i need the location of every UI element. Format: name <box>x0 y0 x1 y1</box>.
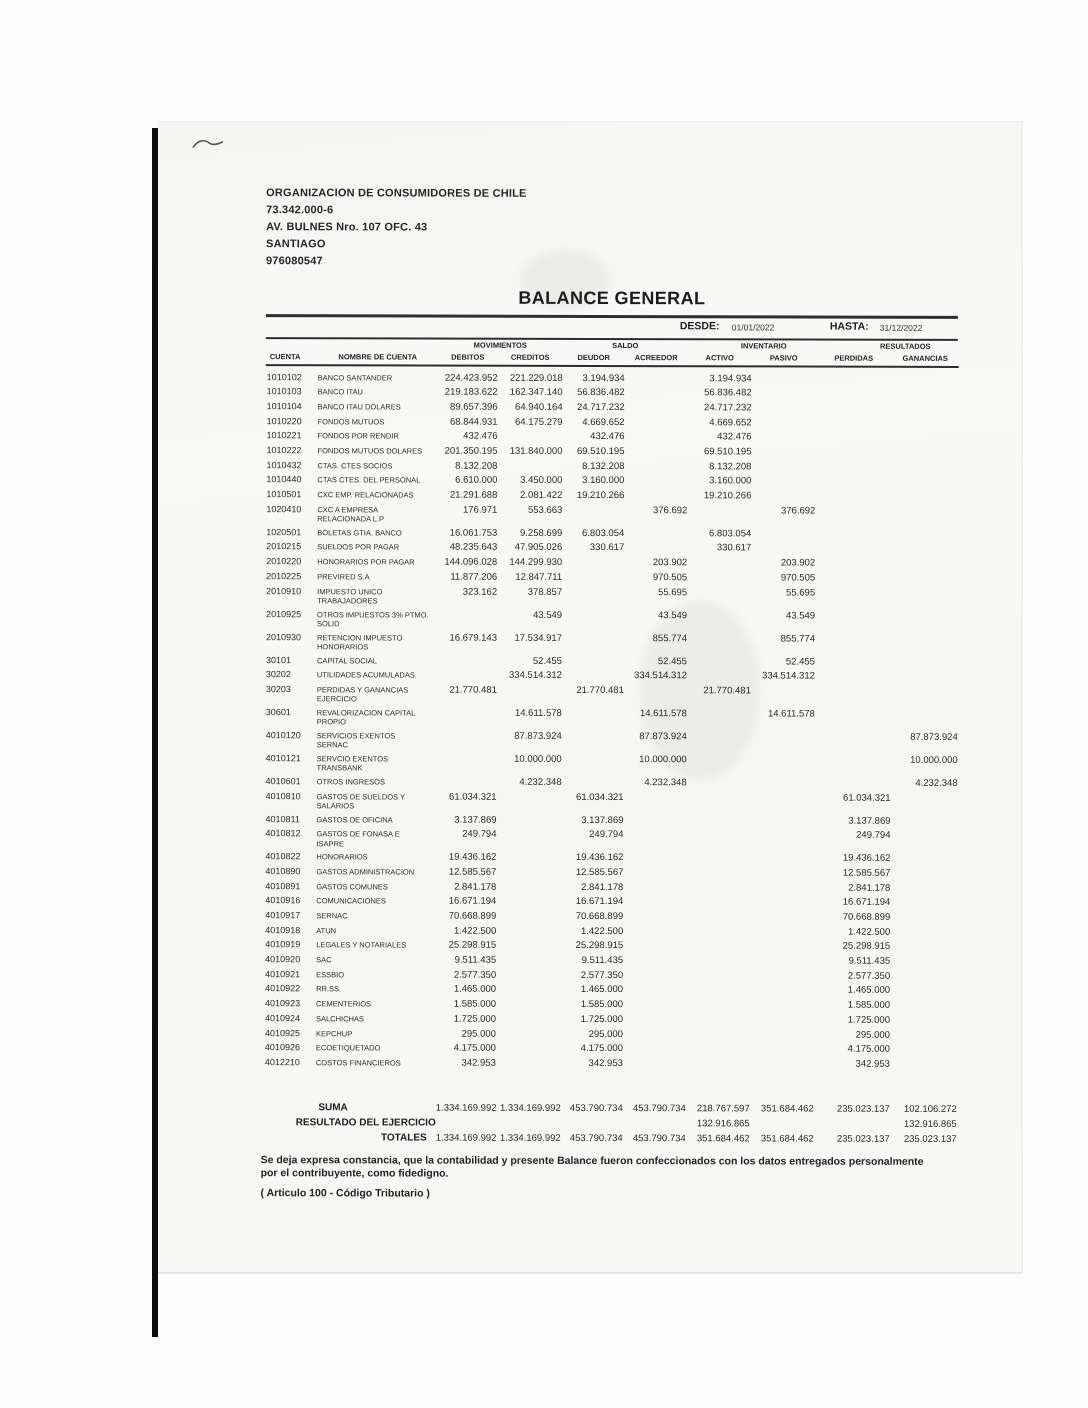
cell-acreedor: 55.695 <box>658 586 688 598</box>
cell-pasivo: 52.455 <box>785 656 815 668</box>
cell-cuenta: 1010221 <box>266 430 302 441</box>
column-header-creditos: CREDITOS <box>510 352 550 362</box>
table-row <box>265 728 958 753</box>
cell-acreedor: 203.902 <box>652 557 688 569</box>
table-row <box>265 584 958 609</box>
cell-deudor: 1.725.000 <box>580 1013 624 1025</box>
company-rut: 73.342.000-6 <box>266 204 334 217</box>
cell-acreedor: 970.505 <box>652 571 688 584</box>
column-header-nombre: NOMBRE DE CUENTA <box>338 352 418 362</box>
cell-cuenta: 4010924 <box>264 1012 301 1024</box>
cell-cuenta: 1010440 <box>266 474 302 485</box>
cell-perdidas: 249.794 <box>856 829 891 842</box>
cell-debitos: 201.350.195 <box>444 445 498 457</box>
cell-cuenta: 30202 <box>265 669 291 680</box>
cell-deudor: 342.953 <box>588 1057 623 1069</box>
cell-debitos: 224.423.952 <box>444 372 498 384</box>
table-row <box>265 789 958 814</box>
cell-creditos: 131.840.000 <box>509 445 563 457</box>
company-phone: 976080547 <box>265 255 323 268</box>
cell-debitos: 1.422.500 <box>453 925 497 937</box>
table-row <box>265 502 958 527</box>
cell-debitos: 21.770.481 <box>449 684 497 696</box>
cell-nombre: REVALORIZACION CAPITAL PROPIO <box>316 708 416 727</box>
column-header-cuenta: CUENTA <box>269 352 301 362</box>
cell-debitos: 89.657.396 <box>450 401 498 413</box>
cell-debitos: 12.585.567 <box>448 866 497 878</box>
cell-debitos: 323.162 <box>462 586 498 598</box>
cell-acreedor: 376.692 <box>652 504 688 517</box>
cell-debitos: 61.034.321 <box>449 791 497 803</box>
cell-creditos: 10.000.000 <box>514 753 562 765</box>
cell-deudor: 432.476 <box>590 431 625 443</box>
cell-deudor: 3.160.000 <box>582 475 625 487</box>
cell-debitos: 2.841.178 <box>454 881 497 893</box>
cell-deudor: 3.137.869 <box>581 814 624 826</box>
cell-perdidas: 25.298.915 <box>842 941 891 953</box>
cell-perdidas: 70.668.899 <box>842 911 891 923</box>
cell-activo: 8.132.208 <box>709 461 752 473</box>
table-row <box>264 1055 957 1072</box>
cell-pasivo: 855.774 <box>780 633 816 645</box>
cell-cuenta: 4012210 <box>264 1057 300 1068</box>
cell-debitos: 219.183.622 <box>444 386 498 399</box>
total-ganancias: 132.916.865 <box>903 1118 957 1130</box>
cell-debitos: 4.175.000 <box>453 1042 496 1054</box>
cell-perdidas: 12.585.567 <box>842 867 891 879</box>
cell-debitos: 16.671.194 <box>448 895 497 908</box>
cell-debitos: 432.476 <box>463 430 498 443</box>
cell-creditos: 334.514.312 <box>509 669 562 682</box>
cell-cuenta: 4010811 <box>265 813 300 824</box>
cell-cuenta: 2010225 <box>266 570 302 582</box>
cell-deudor: 2.841.178 <box>581 881 624 893</box>
table-row <box>265 630 958 655</box>
cell-deudor: 16.671.194 <box>575 896 624 908</box>
cell-cuenta: 1010220 <box>266 415 302 426</box>
cell-acreedor: 10.000.000 <box>639 754 687 766</box>
cell-pasivo: 203.902 <box>780 557 816 569</box>
cell-nombre: PREVIRED S.A <box>317 572 370 582</box>
cell-nombre: GASTOS DE FONASA E ISAPRE <box>316 829 400 849</box>
cell-cuenta: 4010920 <box>265 954 301 965</box>
cell-cuenta: 4010822 <box>265 851 301 862</box>
totals-section <box>264 1100 957 1147</box>
cell-pasivo: 14.611.578 <box>767 708 815 720</box>
cell-deudor: 19.436.162 <box>575 852 624 864</box>
balance-table <box>264 340 959 1147</box>
cell-creditos: 9.258.699 <box>519 527 563 539</box>
cell-debitos: 9.511.435 <box>454 954 497 966</box>
total-label: TOTALES <box>380 1131 427 1144</box>
cell-debitos: 1.725.000 <box>453 1013 497 1025</box>
cell-perdidas: 4.175.000 <box>847 1043 890 1055</box>
cell-nombre: KEPCHUP <box>315 1028 353 1038</box>
cell-cuenta: 4010812 <box>265 828 301 839</box>
cell-nombre: COSTOS FINANCIEROS <box>315 1058 401 1068</box>
cell-cuenta: 4010917 <box>265 910 301 921</box>
cell-nombre: GASTOS COMUNES <box>316 881 388 892</box>
rule-under-title <box>266 314 958 319</box>
cell-pasivo: 334.514.312 <box>762 670 815 682</box>
cell-pasivo: 376.692 <box>780 505 816 517</box>
cell-ganancias: 87.873.924 <box>910 731 958 743</box>
total-debitos: 1.334.169.992 <box>435 1132 497 1144</box>
cell-nombre: CEMENTERIOS <box>316 999 372 1009</box>
cell-creditos: 64.175.279 <box>515 416 563 428</box>
cell-cuenta: 1010103 <box>266 386 302 397</box>
cell-creditos: 3.450.000 <box>520 475 563 487</box>
cell-deudor: 70.668.899 <box>575 910 624 923</box>
cell-deudor: 330.617 <box>589 542 625 554</box>
total-label: SUMA <box>318 1101 348 1113</box>
cell-deudor: 1.585.000 <box>580 999 624 1011</box>
cell-cuenta: 4010922 <box>265 983 301 994</box>
group-header-resultados: RESULTADOS <box>879 341 931 351</box>
cell-cuenta: 30203 <box>265 684 291 695</box>
cell-cuenta: 4010919 <box>265 939 301 950</box>
footer-note-block <box>261 1154 939 1202</box>
cell-deudor: 69.510.195 <box>576 445 625 458</box>
page-title: BALANCE GENERAL <box>518 287 706 309</box>
cell-debitos: 342.953 <box>461 1057 496 1069</box>
cell-debitos: 1.465.000 <box>453 984 497 996</box>
cell-activo: 19.210.266 <box>703 490 752 502</box>
cell-deudor: 1.465.000 <box>580 984 624 996</box>
cell-creditos: 221.229.018 <box>509 372 563 384</box>
total-pasivo: 351.684.462 <box>760 1132 814 1145</box>
cell-nombre: IMPUESTO UNICO TRABAJADORES <box>317 586 383 606</box>
cell-nombre: PERDIDAS Y GANANCIAS EJERCICIO <box>316 685 409 704</box>
cell-pasivo: 43.549 <box>785 610 816 622</box>
cell-deudor: 2.577.350 <box>580 969 624 981</box>
cell-perdidas: 1.465.000 <box>847 985 891 997</box>
cell-deudor: 56.836.482 <box>577 387 625 399</box>
cell-activo: 330.617 <box>716 542 752 554</box>
footer-article: ( Articulo 100 - Código Tributario ) <box>260 1187 430 1200</box>
cell-deudor: 21.770.481 <box>576 684 624 696</box>
cell-debitos: 16.679.143 <box>449 632 498 644</box>
cell-activo: 4.669.652 <box>709 416 752 429</box>
cell-acreedor: 43.549 <box>657 609 688 621</box>
cell-cuenta: 2010925 <box>266 608 302 619</box>
cell-activo: 3.160.000 <box>709 475 752 487</box>
cell-nombre: ATUN <box>316 925 337 936</box>
cell-nombre: SAC <box>316 955 332 965</box>
cell-creditos: 2.081.422 <box>520 489 563 501</box>
column-header-deudor: DEUDOR <box>577 352 611 363</box>
cell-activo: 3.194.934 <box>709 372 752 384</box>
column-group-header-row <box>266 340 959 353</box>
cell-acreedor: 4.232.348 <box>644 777 687 789</box>
cell-perdidas: 1.585.000 <box>847 999 891 1011</box>
cell-deudor: 249.794 <box>589 829 624 841</box>
group-header-saldo: SALDO <box>612 341 639 351</box>
cell-nombre: HONORARIOS <box>316 852 368 862</box>
cell-cuenta: 2010215 <box>266 541 302 552</box>
table-row <box>265 751 958 776</box>
letterhead <box>266 185 527 271</box>
total-ganancias: 102.106.272 <box>903 1103 957 1115</box>
cell-creditos: 52.455 <box>532 655 562 667</box>
cell-nombre: CTAS CTES. DEL PERSONAL <box>317 475 421 485</box>
total-acreedor: 453.790.734 <box>632 1132 686 1144</box>
cell-nombre: HONORARIOS POR PAGAR <box>317 557 415 567</box>
cell-debitos: 6.610.000 <box>455 475 498 487</box>
cell-deudor: 3.194.934 <box>582 372 625 384</box>
cell-creditos: 64.940.164 <box>515 401 563 413</box>
hasta-label: HASTA: <box>829 320 869 333</box>
cell-cuenta: 4010921 <box>265 968 301 979</box>
cell-perdidas: 61.034.321 <box>843 792 891 804</box>
cell-creditos: 43.549 <box>532 609 563 621</box>
cell-perdidas: 1.422.500 <box>847 926 891 938</box>
cell-creditos: 378.857 <box>527 586 563 598</box>
cell-cuenta: 1010222 <box>266 445 302 456</box>
cell-perdidas: 19.436.162 <box>842 852 891 865</box>
cell-perdidas: 16.671.194 <box>842 896 891 909</box>
cell-nombre: BANCO SANTANDER <box>317 372 393 383</box>
cell-debitos: 19.436.162 <box>448 851 497 864</box>
company-address: AV. BULNES Nro. 107 OFC. 43 <box>266 221 428 234</box>
cell-acreedor: 855.774 <box>652 632 688 644</box>
cell-nombre: OTROS IMPUESTOS 3% PTMO. SOLID <box>317 609 429 629</box>
cell-nombre: GASTOS ADMINISTRACION <box>316 867 415 877</box>
cell-deudor: 19.210.266 <box>576 490 625 502</box>
desde-value: 01/01/2022 <box>731 322 775 333</box>
cell-nombre: GASTOS DE OFICINA <box>316 814 393 825</box>
cell-cuenta: 4010120 <box>265 730 301 741</box>
cell-activo: 21.770.481 <box>703 685 751 697</box>
total-creditos: 1.334.169.992 <box>499 1102 561 1114</box>
column-header-ganancias: GANANCIAS <box>902 353 948 363</box>
cell-nombre: ECOETIQUETADO <box>315 1043 381 1053</box>
cell-debitos: 48.235.643 <box>449 542 498 554</box>
cell-creditos: 47.905.026 <box>514 542 563 554</box>
total-row <box>264 1130 957 1147</box>
cell-debitos: 295.000 <box>461 1028 496 1040</box>
cell-debitos: 68.844.931 <box>450 416 498 428</box>
column-header-activo: ACTIVO <box>705 353 734 363</box>
cell-cuenta: 4010810 <box>265 790 301 801</box>
cell-nombre: SERVCIO EXENTOS TRANSBANK <box>316 754 389 773</box>
total-activo: 132.916.865 <box>696 1117 750 1129</box>
cell-deudor: 24.717.232 <box>577 401 625 414</box>
cell-cuenta: 1010432 <box>266 459 302 470</box>
cell-deudor: 6.803.054 <box>581 527 625 539</box>
table-row <box>265 682 958 707</box>
cell-deudor: 1.422.500 <box>580 925 624 937</box>
cell-creditos: 17.534.917 <box>514 632 563 644</box>
cell-perdidas: 342.953 <box>855 1058 890 1070</box>
cell-cuenta: 1020410 <box>266 503 302 514</box>
cell-deudor: 4.669.652 <box>582 416 625 428</box>
cell-nombre: FONDOS POR RENDIR <box>317 431 399 441</box>
cell-nombre: FONDOS MUTUOS <box>317 416 385 427</box>
cell-debitos: 1.585.000 <box>453 998 497 1010</box>
cell-activo: 432.476 <box>717 431 752 443</box>
cell-nombre: SUELDOS POR PAGAR <box>317 542 400 552</box>
cell-nombre: CTAS. CTES SOCIOS <box>317 460 393 471</box>
cell-cuenta: 4010918 <box>265 924 301 935</box>
cell-cuenta: 1010102 <box>266 371 302 382</box>
cell-nombre: BOLETAS GTIA. BANCO <box>317 528 402 538</box>
cell-debitos: 8.132.208 <box>455 460 498 472</box>
column-header-row <box>266 352 959 366</box>
column-header-acreedor: ACREEDOR <box>634 353 678 363</box>
cell-cuenta: 4010923 <box>265 998 301 1009</box>
total-acreedor: 453.790.734 <box>632 1102 686 1114</box>
desde-label: DESDE: <box>679 320 720 333</box>
cell-cuenta: 30101 <box>265 654 291 665</box>
cell-deudor: 25.298.915 <box>575 940 624 952</box>
cell-cuenta: 4010890 <box>265 866 301 877</box>
cell-nombre: CXC A EMPRESA RELACIONADA L.P <box>317 505 385 524</box>
table-rows <box>264 370 959 1072</box>
cell-cuenta: 4010916 <box>265 895 301 906</box>
column-header-perdidas: PERDIDAS <box>834 353 874 363</box>
cell-creditos: 162.347.140 <box>509 387 563 399</box>
cell-debitos: 16.061.753 <box>449 527 498 539</box>
cell-cuenta: 4010601 <box>265 776 301 787</box>
total-pasivo: 351.684.462 <box>760 1102 814 1115</box>
cell-nombre: BANCO ITAU <box>317 387 363 397</box>
cell-creditos: 144.299.930 <box>509 556 563 569</box>
hasta-value: 31/12/2022 <box>879 322 923 333</box>
cell-cuenta: 1010501 <box>266 489 302 500</box>
cell-perdidas: 1.725.000 <box>847 1014 891 1026</box>
cell-nombre: UTILIDADES ACUMULADAS <box>316 670 415 680</box>
cell-nombre: SALCHICHAS <box>315 1014 364 1024</box>
table-row <box>264 827 957 852</box>
cell-cuenta: 1020501 <box>266 526 302 537</box>
group-header-movimientos: MOVIMIENTOS <box>473 340 527 350</box>
group-header-inventario: INVENTARIO <box>740 341 787 351</box>
cell-creditos: 87.873.924 <box>514 730 562 742</box>
total-perdidas: 235.023.137 <box>836 1103 890 1115</box>
total-activo: 351.684.462 <box>696 1132 750 1144</box>
cell-perdidas: 295.000 <box>855 1029 890 1041</box>
cell-debitos: 21.291.688 <box>449 489 498 501</box>
total-creditos: 1.334.169.992 <box>499 1132 561 1144</box>
company-name: ORGANIZACION DE CONSUMIDORES DE CHILE <box>266 187 527 200</box>
cell-pasivo: 970.505 <box>780 572 816 584</box>
cell-nombre: RETENCION IMPUESTO HONORARIOS <box>316 632 403 652</box>
cell-perdidas: 3.137.869 <box>848 815 891 827</box>
table-row <box>265 607 958 632</box>
cell-creditos: 553.663 <box>527 504 563 516</box>
cell-nombre: RR.SS. <box>316 984 342 994</box>
cell-creditos: 14.611.578 <box>514 707 562 719</box>
cell-cuenta: 1010104 <box>266 401 302 412</box>
cell-nombre: ESSBIO <box>316 970 345 980</box>
total-debitos: 1.334.169.992 <box>435 1102 497 1114</box>
cell-debitos: 11.877.206 <box>450 571 498 583</box>
cell-deudor: 61.034.321 <box>576 791 624 803</box>
cell-cuenta: 2010220 <box>266 556 302 567</box>
column-header-debitos: DEBITOS <box>451 352 485 362</box>
cell-debitos: 25.298.915 <box>448 940 497 952</box>
total-deudor: 453.790.734 <box>569 1132 623 1144</box>
cell-debitos: 176.971 <box>462 504 498 516</box>
cell-cuenta: 2010930 <box>265 631 302 642</box>
cell-acreedor: 52.455 <box>657 655 687 667</box>
cell-debitos: 70.668.899 <box>448 910 497 922</box>
footer-note: Se deja expresa constancia, que la contabilidad y presente Balance fueron confeccionados con los datos entregados personalmente por el contribuyente, como fidedigno. <box>260 1154 924 1180</box>
cell-cuenta: 4010891 <box>265 880 301 891</box>
cell-cuenta: 4010926 <box>264 1042 300 1053</box>
total-label: RESULTADO DEL EJERCICIO <box>295 1116 436 1129</box>
cell-nombre: SERVICIOS EXENTOS SERNAC <box>316 731 396 750</box>
cell-nombre: BANCO ITAU DOLARES <box>317 402 401 412</box>
pen-mark-icon <box>191 136 225 152</box>
cell-acreedor: 334.514.312 <box>634 670 687 682</box>
cell-cuenta: 4010925 <box>264 1027 301 1038</box>
cell-activo: 69.510.195 <box>703 446 752 458</box>
cell-deudor: 12.585.567 <box>575 866 624 879</box>
cell-deudor: 4.175.000 <box>580 1043 623 1055</box>
cell-pasivo: 55.695 <box>786 587 816 599</box>
cell-acreedor: 14.611.578 <box>639 708 687 720</box>
total-deudor: 453.790.734 <box>569 1102 623 1114</box>
cell-nombre: GASTOS DE SUELDOS Y SALARIOS <box>316 791 406 811</box>
cell-nombre: OTROS INGRESOS <box>316 777 385 787</box>
period-row <box>266 319 958 337</box>
cell-perdidas: 9.511.435 <box>848 955 891 967</box>
cell-nombre: COMUNICACIONES <box>316 896 386 906</box>
column-header-pasivo: PASIVO <box>769 353 798 363</box>
cell-debitos: 144.096.028 <box>444 556 498 568</box>
cell-deudor: 9.511.435 <box>581 955 624 967</box>
cell-acreedor: 87.873.924 <box>639 731 687 743</box>
cell-nombre: LEGALES Y NOTARIALES <box>316 940 407 950</box>
total-perdidas: 235.023.137 <box>836 1133 890 1145</box>
cell-nombre: FONDOS MUTUOS DOLARES <box>317 446 423 456</box>
cell-debitos: 249.794 <box>462 828 497 841</box>
cell-cuenta: 2010910 <box>266 585 302 596</box>
cell-creditos: 4.232.348 <box>519 776 562 788</box>
cell-cuenta: 4010121 <box>265 753 301 764</box>
cell-activo: 24.717.232 <box>704 402 752 414</box>
cell-cuenta: 30601 <box>265 707 291 718</box>
company-city: SANTIAGO <box>266 238 326 251</box>
total-ganancias: 235.023.137 <box>903 1133 957 1145</box>
table-row <box>265 705 958 730</box>
cell-creditos: 12.847.711 <box>515 571 563 583</box>
total-activo: 218.767.597 <box>696 1102 750 1114</box>
cell-nombre: CAPITAL SOCIAL <box>316 655 377 665</box>
cell-debitos: 2.577.350 <box>453 969 497 981</box>
cell-nombre: SERNAC <box>316 911 348 921</box>
cell-debitos: 3.137.869 <box>454 814 497 826</box>
cell-perdidas: 2.841.178 <box>848 882 891 894</box>
cell-activo: 6.803.054 <box>708 528 752 540</box>
cell-ganancias: 4.232.348 <box>915 777 958 789</box>
cell-deudor: 8.132.208 <box>582 460 625 472</box>
cell-deudor: 295.000 <box>588 1028 623 1040</box>
cell-nombre: CXC EMP. RELACIONADAS <box>317 490 414 500</box>
cell-ganancias: 10.000.000 <box>910 754 958 766</box>
cell-perdidas: 2.577.350 <box>847 970 891 982</box>
cell-activo: 56.836.482 <box>704 387 752 399</box>
